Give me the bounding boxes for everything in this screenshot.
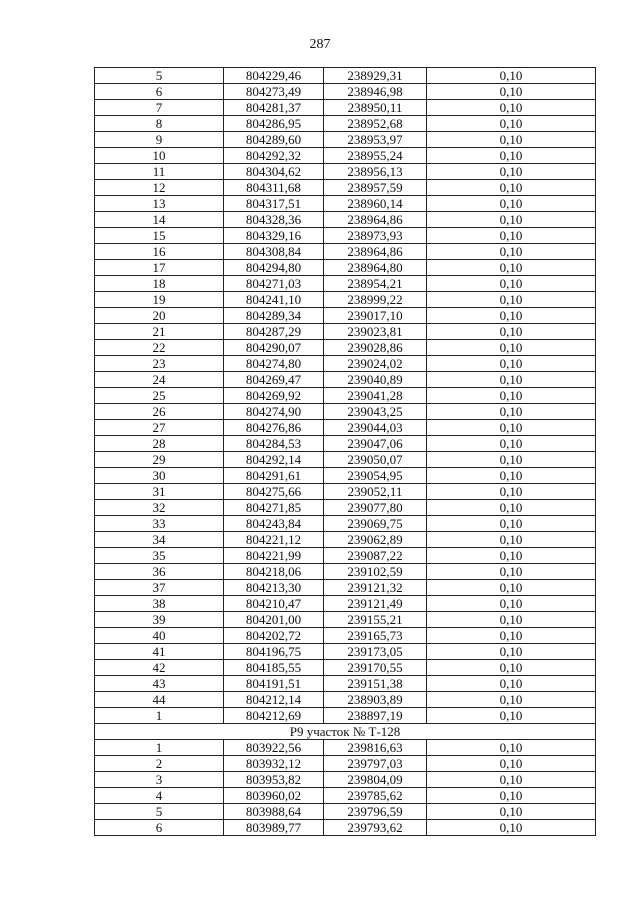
point-number-cell: 23 bbox=[95, 356, 224, 372]
point-number-cell: 1 bbox=[95, 740, 224, 756]
table-row bbox=[95, 612, 596, 628]
value-cell: 0,10 bbox=[427, 68, 596, 84]
value-cell: 0,10 bbox=[427, 596, 596, 612]
value-cell: 0,10 bbox=[427, 516, 596, 532]
y-coordinate-cell: 239173,05 bbox=[324, 644, 427, 660]
y-coordinate-cell: 238953,97 bbox=[324, 132, 427, 148]
y-coordinate-cell: 239121,49 bbox=[324, 596, 427, 612]
x-coordinate-cell: 804287,29 bbox=[224, 324, 324, 340]
x-coordinate-cell: 804308,84 bbox=[224, 244, 324, 260]
point-number-cell: 40 bbox=[95, 628, 224, 644]
table-row bbox=[95, 596, 596, 612]
point-number-cell: 1 bbox=[95, 708, 224, 724]
value-cell: 0,10 bbox=[427, 132, 596, 148]
value-cell: 0,10 bbox=[427, 660, 596, 676]
point-number-cell: 44 bbox=[95, 692, 224, 708]
table-body-section bbox=[95, 740, 596, 836]
point-number-cell: 30 bbox=[95, 468, 224, 484]
y-coordinate-cell: 239062,89 bbox=[324, 532, 427, 548]
y-coordinate-cell: 238954,21 bbox=[324, 276, 427, 292]
value-cell: 0,10 bbox=[427, 260, 596, 276]
table-row bbox=[95, 340, 596, 356]
point-number-cell: 26 bbox=[95, 404, 224, 420]
table-row bbox=[95, 484, 596, 500]
value-cell: 0,10 bbox=[427, 580, 596, 596]
point-number-cell: 22 bbox=[95, 340, 224, 356]
y-coordinate-cell: 238950,11 bbox=[324, 100, 427, 116]
y-coordinate-cell: 238946,98 bbox=[324, 84, 427, 100]
y-coordinate-cell: 239050,07 bbox=[324, 452, 427, 468]
point-number-cell: 7 bbox=[95, 100, 224, 116]
x-coordinate-cell: 804311,68 bbox=[224, 180, 324, 196]
x-coordinate-cell: 804274,80 bbox=[224, 356, 324, 372]
page-number: 287 bbox=[309, 37, 331, 52]
value-cell: 0,10 bbox=[427, 532, 596, 548]
x-coordinate-cell: 804218,06 bbox=[224, 564, 324, 580]
x-coordinate-cell: 803989,77 bbox=[224, 820, 324, 836]
value-cell: 0,10 bbox=[427, 228, 596, 244]
x-coordinate-cell: 804286,95 bbox=[224, 116, 324, 132]
table-row bbox=[95, 660, 596, 676]
point-number-cell: 37 bbox=[95, 580, 224, 596]
table-body-main bbox=[95, 68, 596, 724]
table-row bbox=[95, 500, 596, 516]
x-coordinate-cell: 804221,12 bbox=[224, 532, 324, 548]
value-cell: 0,10 bbox=[427, 788, 596, 804]
point-number-cell: 8 bbox=[95, 116, 224, 132]
value-cell: 0,10 bbox=[427, 388, 596, 404]
y-coordinate-cell: 239047,06 bbox=[324, 436, 427, 452]
x-coordinate-cell: 804212,69 bbox=[224, 708, 324, 724]
point-number-cell: 19 bbox=[95, 292, 224, 308]
x-coordinate-cell: 803988,64 bbox=[224, 804, 324, 820]
y-coordinate-cell: 238964,80 bbox=[324, 260, 427, 276]
table-row bbox=[95, 548, 596, 564]
value-cell: 0,10 bbox=[427, 756, 596, 772]
point-number-cell: 32 bbox=[95, 500, 224, 516]
x-coordinate-cell: 803922,56 bbox=[224, 740, 324, 756]
x-coordinate-cell: 804241,10 bbox=[224, 292, 324, 308]
table-row bbox=[95, 84, 596, 100]
y-coordinate-cell: 238903,89 bbox=[324, 692, 427, 708]
table-row bbox=[95, 148, 596, 164]
value-cell: 0,10 bbox=[427, 820, 596, 836]
x-coordinate-cell: 804243,84 bbox=[224, 516, 324, 532]
y-coordinate-cell: 239797,03 bbox=[324, 756, 427, 772]
table-row bbox=[95, 708, 596, 724]
x-coordinate-cell: 804213,30 bbox=[224, 580, 324, 596]
table-row bbox=[95, 452, 596, 468]
point-number-cell: 11 bbox=[95, 164, 224, 180]
x-coordinate-cell: 804271,03 bbox=[224, 276, 324, 292]
table-row bbox=[95, 404, 596, 420]
value-cell: 0,10 bbox=[427, 564, 596, 580]
value-cell: 0,10 bbox=[427, 292, 596, 308]
point-number-cell: 12 bbox=[95, 180, 224, 196]
y-coordinate-cell: 239054,95 bbox=[324, 468, 427, 484]
table-row bbox=[95, 756, 596, 772]
value-cell: 0,10 bbox=[427, 468, 596, 484]
value-cell: 0,10 bbox=[427, 484, 596, 500]
value-cell: 0,10 bbox=[427, 420, 596, 436]
y-coordinate-cell: 239785,62 bbox=[324, 788, 427, 804]
value-cell: 0,10 bbox=[427, 164, 596, 180]
value-cell: 0,10 bbox=[427, 548, 596, 564]
x-coordinate-cell: 804281,37 bbox=[224, 100, 324, 116]
value-cell: 0,10 bbox=[427, 692, 596, 708]
x-coordinate-cell: 804284,53 bbox=[224, 436, 324, 452]
point-number-cell: 28 bbox=[95, 436, 224, 452]
table-row bbox=[95, 196, 596, 212]
y-coordinate-cell: 239151,38 bbox=[324, 676, 427, 692]
x-coordinate-cell: 804273,49 bbox=[224, 84, 324, 100]
x-coordinate-cell: 804202,72 bbox=[224, 628, 324, 644]
value-cell: 0,10 bbox=[427, 740, 596, 756]
point-number-cell: 3 bbox=[95, 772, 224, 788]
y-coordinate-cell: 238956,13 bbox=[324, 164, 427, 180]
point-number-cell: 21 bbox=[95, 324, 224, 340]
table-row bbox=[95, 244, 596, 260]
table-row bbox=[95, 740, 596, 756]
x-coordinate-cell: 803960,02 bbox=[224, 788, 324, 804]
value-cell: 0,10 bbox=[427, 212, 596, 228]
table-row bbox=[95, 644, 596, 660]
table-row bbox=[95, 804, 596, 820]
x-coordinate-cell: 804191,51 bbox=[224, 676, 324, 692]
x-coordinate-cell: 803932,12 bbox=[224, 756, 324, 772]
y-coordinate-cell: 238955,24 bbox=[324, 148, 427, 164]
y-coordinate-cell: 238929,31 bbox=[324, 68, 427, 84]
point-number-cell: 43 bbox=[95, 676, 224, 692]
y-coordinate-cell: 238957,59 bbox=[324, 180, 427, 196]
table-row bbox=[95, 356, 596, 372]
y-coordinate-cell: 239052,11 bbox=[324, 484, 427, 500]
y-coordinate-cell: 239816,63 bbox=[324, 740, 427, 756]
y-coordinate-cell: 238964,86 bbox=[324, 212, 427, 228]
y-coordinate-cell: 239804,09 bbox=[324, 772, 427, 788]
value-cell: 0,10 bbox=[427, 644, 596, 660]
x-coordinate-cell: 804294,80 bbox=[224, 260, 324, 276]
point-number-cell: 34 bbox=[95, 532, 224, 548]
y-coordinate-cell: 239170,55 bbox=[324, 660, 427, 676]
point-number-cell: 2 bbox=[95, 756, 224, 772]
x-coordinate-cell: 804271,85 bbox=[224, 500, 324, 516]
value-cell: 0,10 bbox=[427, 116, 596, 132]
point-number-cell: 17 bbox=[95, 260, 224, 276]
x-coordinate-cell: 804329,16 bbox=[224, 228, 324, 244]
y-coordinate-cell: 239087,22 bbox=[324, 548, 427, 564]
table-row bbox=[95, 164, 596, 180]
value-cell: 0,10 bbox=[427, 340, 596, 356]
point-number-cell: 42 bbox=[95, 660, 224, 676]
table-row bbox=[95, 564, 596, 580]
table-row bbox=[95, 100, 596, 116]
table-row bbox=[95, 372, 596, 388]
point-number-cell: 15 bbox=[95, 228, 224, 244]
table-row bbox=[95, 436, 596, 452]
x-coordinate-cell: 804276,86 bbox=[224, 420, 324, 436]
x-coordinate-cell: 804274,90 bbox=[224, 404, 324, 420]
point-number-cell: 29 bbox=[95, 452, 224, 468]
x-coordinate-cell: 804289,60 bbox=[224, 132, 324, 148]
point-number-cell: 41 bbox=[95, 644, 224, 660]
point-number-cell: 39 bbox=[95, 612, 224, 628]
x-coordinate-cell: 804275,66 bbox=[224, 484, 324, 500]
x-coordinate-cell: 804292,32 bbox=[224, 148, 324, 164]
table-row bbox=[95, 388, 596, 404]
x-coordinate-cell: 804196,75 bbox=[224, 644, 324, 660]
point-number-cell: 9 bbox=[95, 132, 224, 148]
y-coordinate-cell: 239023,81 bbox=[324, 324, 427, 340]
x-coordinate-cell: 804269,92 bbox=[224, 388, 324, 404]
y-coordinate-cell: 239121,32 bbox=[324, 580, 427, 596]
value-cell: 0,10 bbox=[427, 180, 596, 196]
y-coordinate-cell: 238964,86 bbox=[324, 244, 427, 260]
value-cell: 0,10 bbox=[427, 100, 596, 116]
table-row bbox=[95, 260, 596, 276]
x-coordinate-cell: 804328,36 bbox=[224, 212, 324, 228]
table-row bbox=[95, 68, 596, 84]
table-row bbox=[95, 324, 596, 340]
y-coordinate-cell: 239024,02 bbox=[324, 356, 427, 372]
table-row bbox=[95, 516, 596, 532]
table-row bbox=[95, 276, 596, 292]
value-cell: 0,10 bbox=[427, 436, 596, 452]
table-section-header bbox=[95, 724, 596, 740]
table-row bbox=[95, 692, 596, 708]
y-coordinate-cell: 238999,22 bbox=[324, 292, 427, 308]
x-coordinate-cell: 804291,61 bbox=[224, 468, 324, 484]
table-row bbox=[95, 292, 596, 308]
y-coordinate-cell: 239796,59 bbox=[324, 804, 427, 820]
point-number-cell: 35 bbox=[95, 548, 224, 564]
y-coordinate-cell: 239102,59 bbox=[324, 564, 427, 580]
table-row bbox=[95, 180, 596, 196]
y-coordinate-cell: 238952,68 bbox=[324, 116, 427, 132]
y-coordinate-cell: 238897,19 bbox=[324, 708, 427, 724]
value-cell: 0,10 bbox=[427, 244, 596, 260]
value-cell: 0,10 bbox=[427, 708, 596, 724]
table-row bbox=[95, 212, 596, 228]
value-cell: 0,10 bbox=[427, 324, 596, 340]
y-coordinate-cell: 239155,21 bbox=[324, 612, 427, 628]
x-coordinate-cell: 804292,14 bbox=[224, 452, 324, 468]
point-number-cell: 5 bbox=[95, 68, 224, 84]
point-number-cell: 33 bbox=[95, 516, 224, 532]
point-number-cell: 18 bbox=[95, 276, 224, 292]
x-coordinate-cell: 804229,46 bbox=[224, 68, 324, 84]
value-cell: 0,10 bbox=[427, 628, 596, 644]
x-coordinate-cell: 804317,51 bbox=[224, 196, 324, 212]
point-number-cell: 5 bbox=[95, 804, 224, 820]
y-coordinate-cell: 239017,10 bbox=[324, 308, 427, 324]
point-number-cell: 10 bbox=[95, 148, 224, 164]
x-coordinate-cell: 803953,82 bbox=[224, 772, 324, 788]
y-coordinate-cell: 239044,03 bbox=[324, 420, 427, 436]
table-row bbox=[95, 116, 596, 132]
point-number-cell: 6 bbox=[95, 820, 224, 836]
y-coordinate-cell: 238960,14 bbox=[324, 196, 427, 212]
point-number-cell: 6 bbox=[95, 84, 224, 100]
point-number-cell: 16 bbox=[95, 244, 224, 260]
value-cell: 0,10 bbox=[427, 372, 596, 388]
y-coordinate-cell: 239793,62 bbox=[324, 820, 427, 836]
point-number-cell: 4 bbox=[95, 788, 224, 804]
value-cell: 0,10 bbox=[427, 276, 596, 292]
x-coordinate-cell: 804212,14 bbox=[224, 692, 324, 708]
point-number-cell: 20 bbox=[95, 308, 224, 324]
x-coordinate-cell: 804185,55 bbox=[224, 660, 324, 676]
value-cell: 0,10 bbox=[427, 612, 596, 628]
value-cell: 0,10 bbox=[427, 84, 596, 100]
table-row bbox=[95, 772, 596, 788]
table-row bbox=[95, 228, 596, 244]
value-cell: 0,10 bbox=[427, 500, 596, 516]
y-coordinate-cell: 239077,80 bbox=[324, 500, 427, 516]
value-cell: 0,10 bbox=[427, 772, 596, 788]
value-cell: 0,10 bbox=[427, 148, 596, 164]
table-row bbox=[95, 788, 596, 804]
point-number-cell: 14 bbox=[95, 212, 224, 228]
point-number-cell: 25 bbox=[95, 388, 224, 404]
x-coordinate-cell: 804269,47 bbox=[224, 372, 324, 388]
x-coordinate-cell: 804210,47 bbox=[224, 596, 324, 612]
section-title: Р9 участок № Т-128 bbox=[95, 724, 596, 740]
y-coordinate-cell: 239041,28 bbox=[324, 388, 427, 404]
table-row bbox=[95, 676, 596, 692]
value-cell: 0,10 bbox=[427, 308, 596, 324]
value-cell: 0,10 bbox=[427, 196, 596, 212]
table-row bbox=[95, 132, 596, 148]
point-number-cell: 36 bbox=[95, 564, 224, 580]
point-number-cell: 31 bbox=[95, 484, 224, 500]
table-row bbox=[95, 420, 596, 436]
value-cell: 0,10 bbox=[427, 404, 596, 420]
y-coordinate-cell: 239040,89 bbox=[324, 372, 427, 388]
point-number-cell: 27 bbox=[95, 420, 224, 436]
value-cell: 0,10 bbox=[427, 676, 596, 692]
table-row bbox=[95, 532, 596, 548]
x-coordinate-cell: 804221,99 bbox=[224, 548, 324, 564]
y-coordinate-cell: 238973,93 bbox=[324, 228, 427, 244]
x-coordinate-cell: 804290,07 bbox=[224, 340, 324, 356]
coordinates-table bbox=[94, 67, 596, 836]
section-row bbox=[95, 724, 596, 740]
point-number-cell: 13 bbox=[95, 196, 224, 212]
point-number-cell: 24 bbox=[95, 372, 224, 388]
y-coordinate-cell: 239043,25 bbox=[324, 404, 427, 420]
value-cell: 0,10 bbox=[427, 452, 596, 468]
table-row bbox=[95, 308, 596, 324]
x-coordinate-cell: 804201,00 bbox=[224, 612, 324, 628]
y-coordinate-cell: 239069,75 bbox=[324, 516, 427, 532]
x-coordinate-cell: 804304,62 bbox=[224, 164, 324, 180]
point-number-cell: 38 bbox=[95, 596, 224, 612]
value-cell: 0,10 bbox=[427, 356, 596, 372]
table-row bbox=[95, 820, 596, 836]
table-row bbox=[95, 628, 596, 644]
y-coordinate-cell: 239028,86 bbox=[324, 340, 427, 356]
y-coordinate-cell: 239165,73 bbox=[324, 628, 427, 644]
table-row bbox=[95, 468, 596, 484]
value-cell: 0,10 bbox=[427, 804, 596, 820]
x-coordinate-cell: 804289,34 bbox=[224, 308, 324, 324]
table-row bbox=[95, 580, 596, 596]
